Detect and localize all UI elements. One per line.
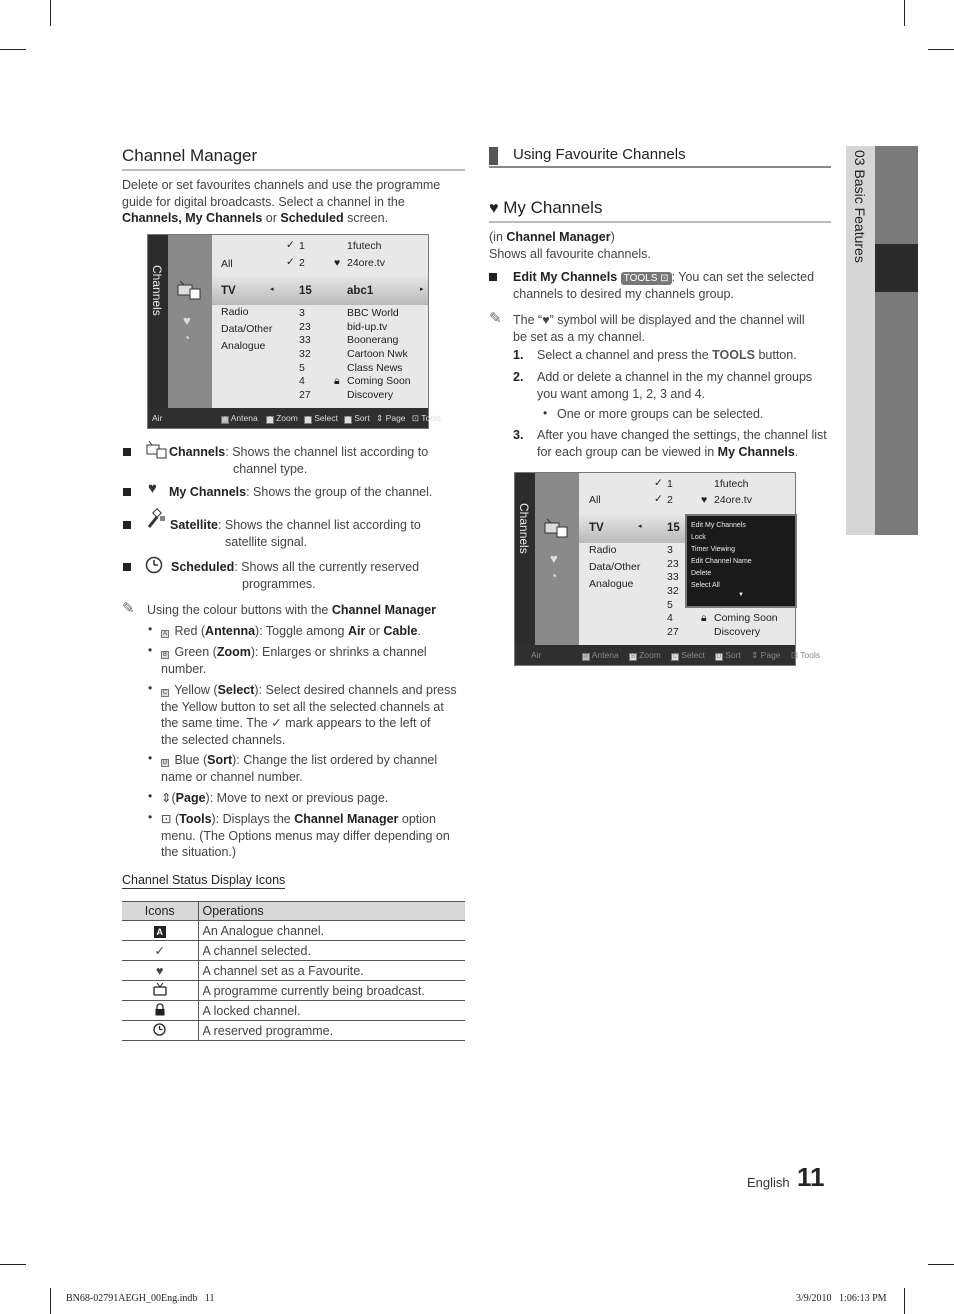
bullet-square: [123, 521, 131, 529]
channel-number: 4: [299, 375, 305, 387]
channel-name: BBC World: [347, 307, 399, 319]
channel-number: 27: [667, 626, 679, 638]
heading-bar: [489, 147, 498, 165]
bold-term: Scheduled: [171, 560, 235, 574]
table-header-cell: Operations: [198, 902, 465, 921]
channel-number: 1: [299, 240, 305, 252]
note-pencil-icon: ✎: [122, 600, 135, 617]
check-icon: ✓: [154, 944, 165, 958]
crop-mark: [928, 49, 954, 50]
list-item[interactable]: TV: [589, 522, 604, 534]
channel-number: 4: [667, 612, 673, 624]
table-cell: A reserved programme.: [198, 1021, 465, 1041]
channel-name: Discovery: [347, 389, 394, 401]
arrow-left-icon: ◂: [638, 523, 642, 530]
chapter-label: 03 Basic Features: [852, 150, 868, 263]
list-item[interactable]: TV: [221, 285, 236, 297]
page-updown-icon: ⇕: [161, 791, 172, 805]
list-item[interactable]: Analogue: [589, 578, 634, 590]
table-header-cell: Icons: [122, 902, 198, 921]
arrow-right-icon: ▸: [420, 286, 424, 293]
bullet-channels: [169, 444, 469, 477]
tools-popup-menu: [685, 514, 797, 608]
section-title-my-channels: [489, 198, 831, 223]
footer-button[interactable]: D Sort: [346, 413, 370, 423]
intro-text: [122, 177, 465, 227]
channel-manager-screen: [147, 234, 442, 429]
check-icon: ✓: [286, 256, 295, 268]
crop-mark: [50, 1288, 51, 1314]
screen-sidebar: [515, 473, 535, 645]
lock-icon: [154, 1003, 166, 1016]
channel-name: Cartoon Nwk: [347, 348, 408, 360]
footer-button[interactable]: B Zoom: [268, 413, 298, 423]
footer-button[interactable]: C Select: [673, 650, 705, 660]
tools-icon: ⊡: [161, 812, 172, 826]
list-item[interactable]: Radio: [221, 306, 249, 318]
bullet-square: [489, 273, 497, 281]
heart-icon: ♥: [701, 494, 708, 506]
analogue-icon: A: [154, 926, 166, 938]
bullet-dot: •: [148, 810, 153, 824]
text: : Shows the channel list according to: [217, 518, 421, 532]
status-icons-table: [122, 901, 465, 1041]
channel-name: Coming Soon: [714, 612, 778, 624]
b-button-icon: B: [162, 652, 167, 658]
intro-line: [122, 210, 465, 227]
file-info: BN68-02791AEGH_00Eng.indb 11: [66, 1293, 215, 1304]
table-row: [122, 961, 465, 981]
note-heart-symbol: The “♥” symbol will be displayed and the channel will be set as a my channel.: [513, 313, 805, 344]
sub-yellow: C Yellow (Select): Select desired channels and press the Yellow button to set all the selected channels at the same time. The ✓ mark appears to the left of the selected channels.: [161, 683, 457, 747]
clock-icon: [153, 1023, 166, 1036]
crop-mark: [904, 1288, 905, 1314]
sub-blue: D Blue (Sort): Change the list ordered by channel name or channel number.: [161, 753, 438, 784]
table-row: [122, 981, 465, 1001]
bold-term: Scheduled: [280, 211, 344, 225]
clock-icon: [145, 556, 163, 574]
text: : Shows the channel list according to: [225, 445, 429, 459]
table-row: [122, 941, 465, 961]
check-icon: ✓: [286, 239, 295, 251]
bold-term: Channels: [169, 445, 226, 459]
step-2: 2. Add or delete a channel in the my channel groups you want among 1, 2, 3 and 4.: [513, 370, 813, 401]
channels-icon: [543, 517, 571, 539]
crop-mark: [0, 1264, 26, 1265]
list-item[interactable]: Analogue: [221, 340, 266, 352]
chevron-down-icon: ▼: [738, 592, 744, 598]
footer-button[interactable]: A Antena: [222, 413, 258, 423]
text: : Shows all the currently reserved: [234, 560, 420, 574]
text: satellite signal.: [225, 534, 307, 549]
channel-name: 24ore.tv: [714, 494, 752, 506]
channel-number: 1: [667, 478, 673, 490]
heart-icon: ♥: [183, 313, 191, 328]
lock-icon: 🔒︎: [334, 375, 340, 387]
crop-mark: [928, 1264, 954, 1265]
heart-icon: ♥: [148, 480, 157, 497]
bold-term: My Channels: [169, 485, 247, 499]
channel-number: 15: [667, 522, 680, 534]
check-icon: ✓: [654, 493, 663, 505]
channel-number: 23: [667, 558, 679, 570]
clock-icon: ◔: [183, 331, 191, 345]
list-item[interactable]: Data/Other: [221, 323, 273, 335]
bullet-dot: •: [543, 406, 548, 420]
footer-button[interactable]: B Zoom: [631, 650, 661, 660]
sub-green: B Green (Zoom): Enlarges or shrinks a channel number.: [161, 645, 427, 676]
channel-number: 2: [299, 257, 305, 269]
heart-icon: ♥: [542, 313, 550, 327]
bullet-dot: •: [148, 622, 153, 636]
lock-icon: 🔒︎: [701, 612, 707, 624]
language-label: English: [747, 1175, 790, 1190]
tab-marker: [875, 244, 918, 292]
in-channel-manager: (in Channel Manager) Shows all favourite channels.: [489, 230, 651, 261]
list-item[interactable]: Data/Other: [589, 561, 641, 573]
bullet-dot: •: [148, 751, 153, 765]
page-number: 11: [797, 1162, 825, 1192]
bullet-my-channels: [169, 484, 469, 501]
satellite-icon: [146, 508, 168, 530]
menu-item-edit-channel-name[interactable]: Edit Channel Name: [691, 558, 752, 565]
text: programmes.: [242, 576, 316, 591]
table-header: [122, 902, 465, 921]
channel-name: Coming Soon: [347, 375, 411, 387]
tv-broadcast-icon: [153, 983, 167, 996]
clock-icon: ◔: [550, 569, 558, 583]
list-item[interactable]: All: [589, 494, 601, 506]
footer-button[interactable]: A Antena: [583, 650, 619, 660]
heart-icon: ♥: [550, 551, 558, 566]
intro-line: Delete or set favourites channels and use the programme: [122, 178, 441, 192]
arrow-left-icon: ◂: [270, 286, 274, 293]
menu-item-delete[interactable]: Delete: [691, 570, 712, 577]
crop-mark: [904, 0, 905, 26]
print-date: 3/9/2010 1:06:13 PM: [796, 1293, 887, 1304]
heart-icon: ♥: [334, 257, 341, 269]
channel-number: 33: [299, 334, 311, 346]
channel-name: Class News: [347, 362, 403, 374]
bullet-dot: •: [148, 789, 153, 803]
step-2-bullet: One or more groups can be selected.: [557, 407, 764, 421]
text: channel type.: [233, 461, 308, 476]
section-title-favourite: [489, 146, 831, 168]
channel-name: abc1: [347, 285, 374, 297]
check-icon: ✓: [271, 716, 282, 730]
bullet-square: [123, 563, 131, 571]
screen-icon-column: [168, 235, 212, 408]
table-row: [122, 921, 465, 941]
screen-title: Channels: [150, 265, 164, 316]
step-1: 1. Select a channel and press the TOOLS button.: [513, 348, 797, 362]
tools-badge: TOOLS ⊡: [621, 272, 672, 285]
bold-term: Channel Manager: [331, 603, 437, 617]
channel-name: bid-up.tv: [347, 321, 388, 333]
step-3: 3. After you have changed the settings, the channel list for each group can be viewed in My Channels.: [513, 428, 827, 459]
screen-footer: [515, 645, 821, 665]
text: or: [262, 211, 281, 225]
footer-button[interactable]: D Sort: [717, 650, 741, 660]
heart-icon: ♥: [489, 200, 499, 217]
table-cell: An Analogue channel.: [198, 921, 465, 941]
bullet-satellite: [170, 517, 470, 550]
footer-button[interactable]: ⊡ Tools: [411, 413, 442, 423]
section-title-channel-manager: Channel Manager: [122, 146, 465, 171]
bullet-square: [123, 448, 131, 456]
bold-term: Channels, My Channels: [122, 211, 263, 225]
table-row: [122, 1021, 465, 1041]
bold-term: Satellite: [170, 518, 218, 532]
channel-name: Boonerang: [347, 334, 399, 346]
status-icons-title: Channel Status Display Icons: [122, 873, 286, 887]
channel-name: Discovery: [714, 626, 761, 638]
channel-number: 2: [667, 494, 673, 506]
text: Using the colour buttons with the: [147, 603, 332, 617]
channel-number: 33: [667, 571, 679, 583]
list-item[interactable]: Radio: [589, 544, 617, 556]
sub-page: ⇕(Page): Move to next or previous page.: [161, 791, 389, 805]
bullet-dot: •: [148, 643, 153, 657]
note-colour-buttons: [147, 602, 467, 619]
intro-line: guide for digital broadcasts. Select a channel in the: [122, 194, 405, 209]
table-cell: A programme currently being broadcast.: [198, 981, 465, 1001]
crop-mark: [0, 49, 26, 50]
heart-icon: ♥: [156, 963, 164, 978]
text: screen.: [343, 211, 389, 225]
menu-item-select-all[interactable]: Select All: [691, 582, 720, 589]
tab-dark-strip: [875, 146, 918, 535]
bullet-dot: •: [148, 681, 153, 695]
d-button-icon: D: [162, 760, 168, 766]
highlight-row: [212, 275, 428, 305]
text: : Shows the group of the channel.: [246, 485, 433, 499]
menu-item-edit-my-channels[interactable]: Edit My Channels: [691, 522, 746, 529]
channel-number: 15: [299, 285, 312, 297]
footer-button[interactable]: ⇕ Page: [751, 650, 781, 660]
screen-sidebar: [148, 235, 168, 408]
crop-mark: [50, 0, 51, 26]
menu-item-timer-viewing[interactable]: Timer Viewing: [691, 546, 735, 553]
channel-number: 32: [667, 585, 679, 597]
c-button-icon: C: [162, 690, 168, 696]
menu-item-lock[interactable]: Lock: [691, 534, 706, 541]
screen-footer: [148, 408, 442, 428]
a-button-icon: A: [162, 631, 167, 637]
my-channels-screen: [514, 472, 821, 666]
channel-name: 1futech: [347, 240, 382, 252]
table-cell: A locked channel.: [198, 1001, 465, 1021]
sub-red: A Red (Antenna): Toggle among Air or Cable.: [162, 624, 421, 638]
table-cell: A channel set as a Favourite.: [198, 961, 465, 981]
sub-tools: ⊡ (Tools): Displays the Channel Manager option menu. (The Options menus may differ depending on the situation.): [161, 812, 450, 859]
channel-number: 3: [299, 307, 305, 319]
channel-name: 24ore.tv: [347, 257, 385, 269]
heading-text: Using Favourite Channels: [513, 146, 686, 163]
channel-number: 27: [299, 389, 311, 401]
heading-text: My Channels: [503, 198, 603, 217]
channel-name: 1futech: [714, 478, 749, 490]
channel-number: 3: [667, 544, 673, 556]
footer-air: Air: [152, 413, 163, 423]
footer-air: Air: [531, 650, 542, 660]
screen-icon-column: [535, 473, 579, 645]
channel-number: 32: [299, 348, 311, 360]
table-row: [122, 1001, 465, 1021]
channel-number: 5: [667, 599, 673, 611]
channel-number: 5: [299, 362, 305, 374]
footer-button[interactable]: ⇕ Page: [376, 413, 406, 423]
edit-my-channels: Edit My Channels TOOLS ⊡ : You can set the selected channels to desired my channels group.: [513, 270, 815, 301]
check-icon: ✓: [654, 477, 663, 489]
channel-list: [212, 235, 428, 408]
channel-number: 23: [299, 321, 311, 333]
footer-button[interactable]: C Select: [306, 413, 338, 423]
table-cell: A channel selected.: [198, 941, 465, 961]
footer-button[interactable]: ⊡ Tools: [790, 650, 821, 660]
bullet-square: [123, 488, 131, 496]
bullet-scheduled: [171, 559, 471, 592]
screen-title: Channels: [517, 503, 531, 554]
note-pencil-icon: ✎: [489, 310, 502, 327]
channels-icon: [146, 441, 168, 459]
list-item[interactable]: All: [221, 258, 233, 270]
chapter-side-tab: [846, 146, 918, 535]
channels-icon: [176, 279, 204, 301]
